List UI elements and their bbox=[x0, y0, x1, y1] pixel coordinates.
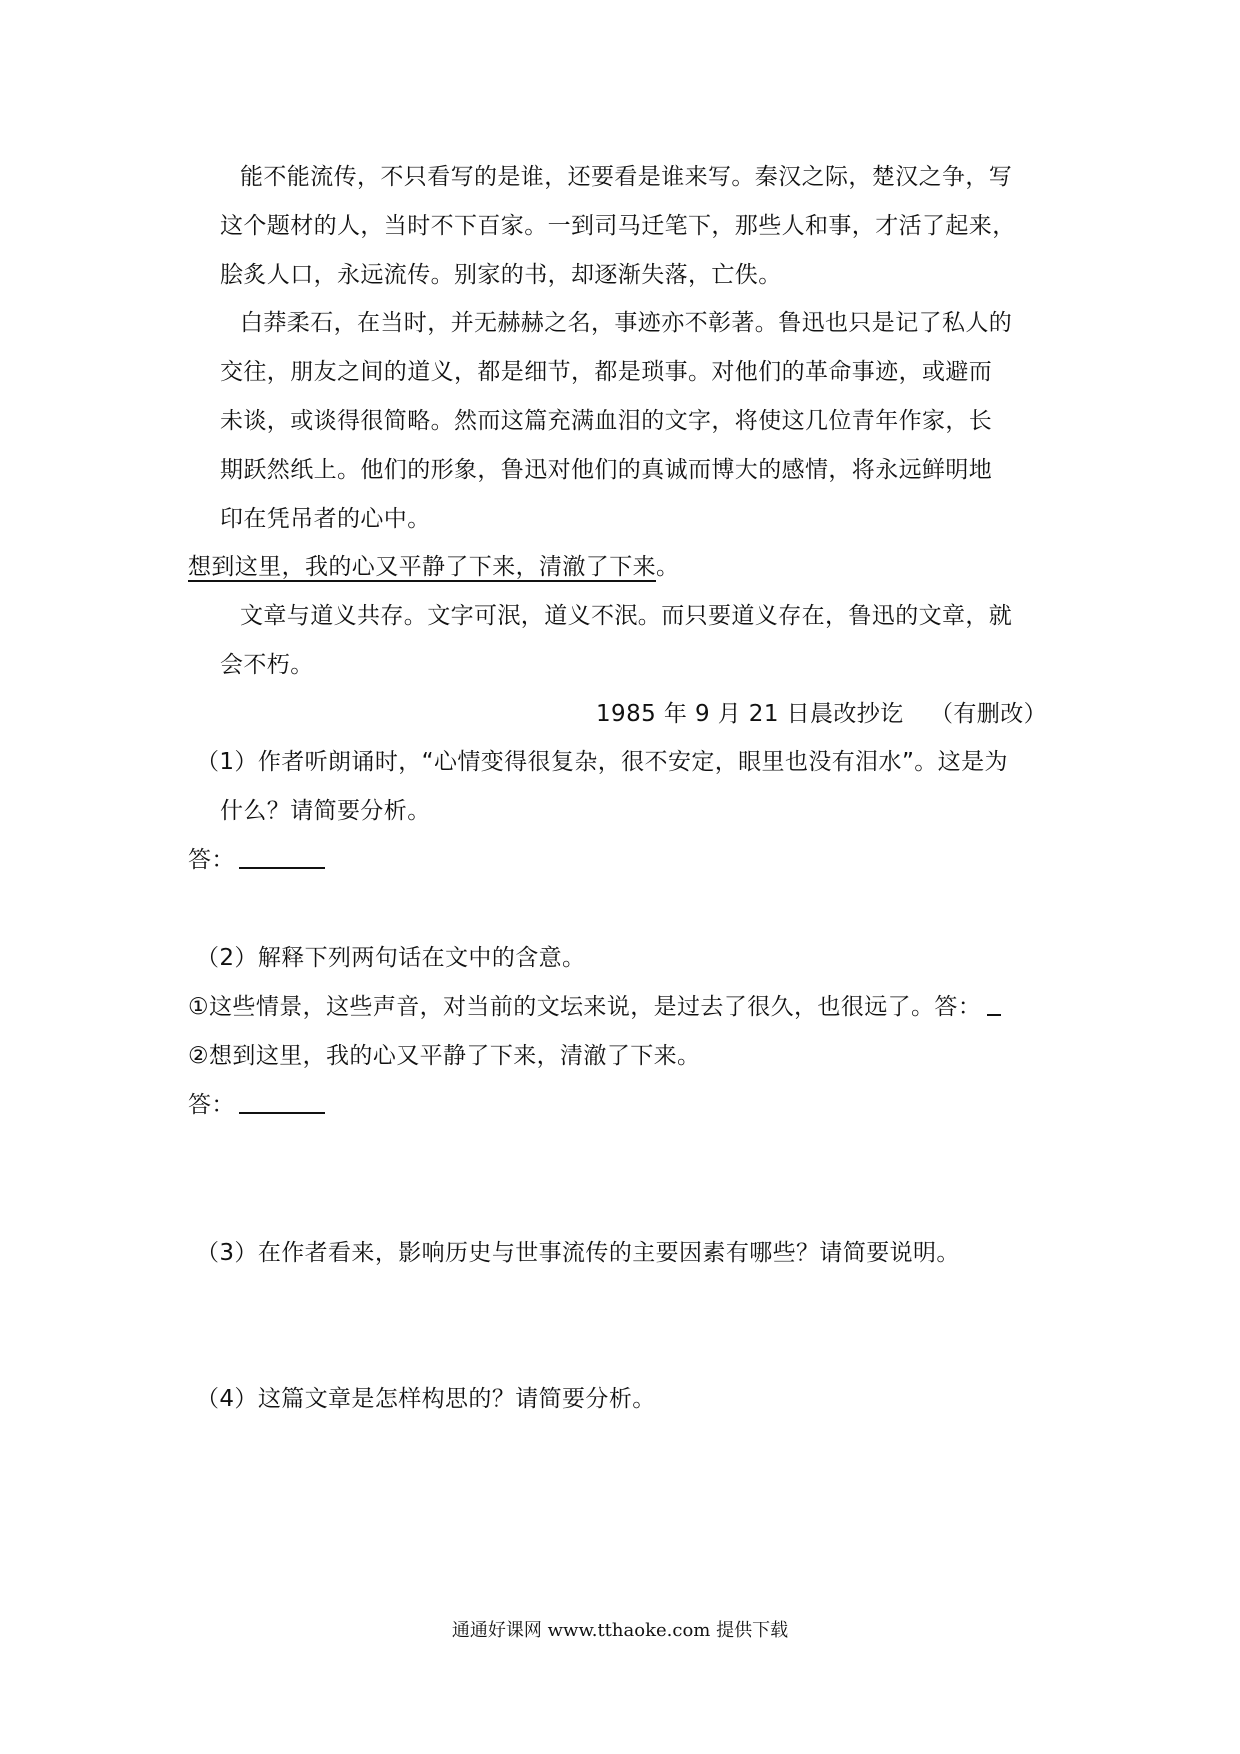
passage-p1-line3: 脍炙人口，永远流传。别家的书，却逐渐失落，亡佚。 bbox=[220, 262, 782, 288]
passage-p2-line1: 白莽柔石，在当时，并无赫赫之名，事迹亦不彰著。鲁迅也只是记了私人的 bbox=[240, 310, 1013, 336]
underlined-sentence-end: 。 bbox=[656, 554, 680, 580]
question-2-item-1 bbox=[188, 990, 1001, 1024]
question-1-line1: （1）作者听朗诵时，“心情变得很复杂，很不安定，眼里也没有泪水”。这是为 bbox=[196, 749, 1008, 775]
passage-p4-line2: 会不朽。 bbox=[220, 652, 314, 678]
answer-blank[interactable] bbox=[239, 843, 325, 869]
answer-1 bbox=[188, 843, 325, 877]
answer-label: 答： bbox=[188, 847, 235, 873]
page-footer: 通通好课网 www.tthaoke.com 提供下载 bbox=[451, 1620, 789, 1641]
passage-p1-line2: 这个题材的人，当时不下百家。一到司马迁笔下，那些人和事，才活了起来， bbox=[220, 213, 1016, 239]
question-2-item-1-text: ①这些情景，这些声音，对当前的文坛来说，是过去了很久，也很远了。答： bbox=[188, 994, 982, 1020]
question-2-item-2: ②想到这里，我的心又平静了下来，清澈了下来。 bbox=[188, 1043, 701, 1069]
passage-p2-line2: 交往，朋友之间的道义，都是细节，都是琐事。对他们的革命事迹，或避而 bbox=[220, 359, 993, 385]
underlined-sentence: 想到这里，我的心又平静了下来，清澈了下来 bbox=[188, 554, 656, 580]
answer-blank[interactable] bbox=[239, 1088, 325, 1114]
passage-p4-line1: 文章与道义共存。文字可泯，道义不泯。而只要道义存在，鲁迅的文章，就 bbox=[240, 603, 1013, 629]
date-note: 1985 年 9 月 21 日晨改抄讫 bbox=[596, 701, 904, 727]
passage-p3 bbox=[188, 550, 679, 584]
answer-blank[interactable] bbox=[987, 990, 1001, 1016]
question-3: （3）在作者看来，影响历史与世事流传的主要因素有哪些？请简要说明。 bbox=[196, 1240, 960, 1266]
answer-label: 答： bbox=[188, 1092, 235, 1118]
passage-p1-line1: 能不能流传，不只看写的是谁，还要看是谁来写。秦汉之际，楚汉之争，写 bbox=[240, 164, 1013, 190]
answer-2 bbox=[188, 1088, 325, 1122]
question-1-line2: 什么？请简要分析。 bbox=[220, 798, 431, 824]
passage-p2-line3: 未谈，或谈得很简略。然而这篇充满血泪的文字，将使这几位青年作家，长 bbox=[220, 408, 993, 434]
passage-p2-line5: 印在凭吊者的心中。 bbox=[220, 506, 431, 532]
question-4: （4）这篇文章是怎样构思的？请简要分析。 bbox=[196, 1386, 656, 1412]
question-2-title: （2）解释下列两句话在文中的含意。 bbox=[196, 945, 586, 971]
edit-note: （有删改） bbox=[930, 701, 1047, 727]
passage-p2-line4: 期跃然纸上。他们的形象，鲁迅对他们的真诚而博大的感情，将永远鲜明地 bbox=[220, 457, 993, 483]
